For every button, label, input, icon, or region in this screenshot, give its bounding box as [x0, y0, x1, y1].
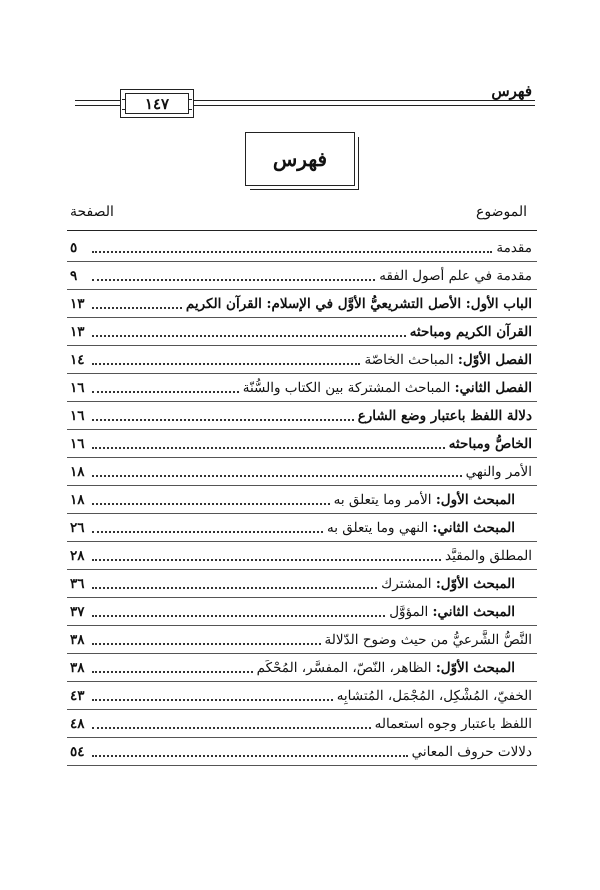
- dot-leader: [92, 391, 239, 393]
- table-of-contents: [67, 234, 537, 766]
- dot-leader: [92, 447, 445, 449]
- dot-leader: [92, 279, 375, 281]
- dot-leader: [92, 755, 408, 757]
- page-number-frame: [120, 89, 194, 118]
- toc-entry: [67, 654, 537, 682]
- toc-entry-title: [243, 380, 532, 396]
- toc-entry-page: ٣٨: [70, 659, 85, 676]
- toc-entry-page: ٣٦: [70, 575, 85, 592]
- toc-entry-text: المباحث الخاصّة: [364, 351, 454, 368]
- toc-entry-title: [449, 436, 532, 452]
- toc-entry: [67, 626, 537, 654]
- toc-entry: [67, 710, 537, 738]
- frame-ornament: [189, 99, 192, 110]
- toc-entry-text: الخاصُّ ومباحثه: [448, 435, 532, 452]
- toc-entry-title: [496, 240, 532, 256]
- toc-entry-text: الظاهر، النّصّ، المفسَّر، المُحْكَم: [256, 659, 432, 676]
- dot-leader: [92, 531, 323, 533]
- toc-entry-text: النهي وما يتعلق به: [327, 519, 429, 536]
- toc-entry: [67, 682, 537, 710]
- column-header-topic: الموضوع: [476, 204, 527, 220]
- toc-entry-page: ١٦: [70, 435, 85, 452]
- toc-entry-text: النَّصُّ الشَّرعيُّ من حيث وضوح الدّلالة: [324, 631, 532, 648]
- index-title-box: [245, 132, 355, 186]
- toc-entry-title: [337, 688, 532, 704]
- toc-entry-page: ١٨: [70, 491, 85, 508]
- dot-leader: [92, 671, 253, 673]
- toc-entry-title: [410, 324, 532, 340]
- toc-entry: [67, 402, 537, 430]
- toc-entry-title: [327, 520, 515, 536]
- toc-entry-text: الأمر والنهي: [465, 463, 532, 480]
- toc-entry: [67, 738, 537, 766]
- toc-entry: [67, 458, 537, 486]
- toc-entry: [67, 234, 537, 262]
- toc-entry-page: ١٣: [70, 323, 85, 340]
- page-number: ١٤٧: [125, 93, 189, 114]
- toc-entry-page: ١٤: [70, 351, 85, 368]
- dot-leader: [92, 475, 462, 477]
- toc-entry-page: ٥: [70, 239, 78, 256]
- toc-entry-title: [364, 352, 532, 368]
- dot-leader: [92, 699, 333, 701]
- toc-entry-title: [257, 660, 515, 676]
- toc-entry-page: ٢٦: [70, 519, 85, 536]
- toc-entry-text: المشترك: [381, 575, 432, 592]
- dot-leader: [92, 559, 441, 561]
- frame-ornament: [122, 99, 125, 110]
- toc-entry-title: [381, 576, 515, 592]
- running-title: فهرس: [491, 82, 532, 100]
- toc-entry-text: المباحث المشتركة بين الكتاب والسُّنّة: [242, 379, 451, 396]
- toc-entry-title: [358, 408, 532, 424]
- toc-entry-page: ٣٨: [70, 631, 85, 648]
- toc-entry-page: ٢٨: [70, 547, 85, 564]
- toc-entry: [67, 542, 537, 570]
- toc-entry-label: المبحث الثاني:: [432, 519, 515, 536]
- toc-entry-text: القرآن الكريم ومباحثه: [409, 323, 532, 340]
- toc-entry-text: مقدمة في علم أصول الفقه: [379, 267, 532, 284]
- toc-entry: [67, 262, 537, 290]
- toc-entry-page: ٤٨: [70, 715, 85, 732]
- toc-entry: [67, 290, 537, 318]
- toc-entry-label: الفصل الثاني:: [454, 379, 532, 396]
- toc-entry: [67, 486, 537, 514]
- toc-entry-text: الباب الأول: الأصل التشريعيُّ الأوَّل في الإسلام: القرآن الكريم: [185, 295, 532, 312]
- toc-entry-page: ١٦: [70, 407, 85, 424]
- toc-entry-label: المبحث الأوّل:: [435, 575, 515, 592]
- toc-entry-text: الأمر وما يتعلق به: [333, 491, 432, 508]
- toc-entry-text: الخفيّ، المُشْكِل، المُجْمَل، المُتشابِه: [336, 687, 532, 704]
- toc-entry: [67, 318, 537, 346]
- toc-entry-page: ١٦: [70, 379, 85, 396]
- toc-entry-page: ٣٧: [70, 603, 85, 620]
- toc-entry-title: [466, 464, 532, 480]
- toc-entry: [67, 514, 537, 542]
- title-box-shadow: [250, 137, 359, 190]
- toc-entry: [67, 430, 537, 458]
- dot-leader: [92, 307, 182, 309]
- dot-leader: [92, 587, 377, 589]
- dot-leader: [92, 727, 371, 729]
- toc-entry: [67, 346, 537, 374]
- toc-entry-page: ٤٣: [70, 687, 85, 704]
- dot-leader: [92, 251, 492, 253]
- toc-entry-title: [325, 632, 532, 648]
- dot-leader: [92, 615, 385, 617]
- toc-entry-label: المبحث الثاني:: [432, 603, 515, 620]
- toc-entry-text: دلالة اللفظ باعتبار وضع الشارع: [357, 407, 532, 424]
- toc-entry-title: [375, 716, 532, 732]
- toc-entry: [67, 570, 537, 598]
- toc-entry-title: [445, 548, 532, 564]
- dot-leader: [92, 363, 360, 365]
- column-header-page: الصفحة: [70, 204, 114, 220]
- toc-entry-text: مقدمة: [496, 239, 532, 256]
- toc-entry-text: دلالات حروف المعاني: [411, 743, 532, 760]
- index-title: فهرس: [272, 147, 328, 171]
- toc-entry-title: [186, 296, 532, 312]
- dot-leader: [92, 643, 321, 645]
- toc-entry-text: المؤوَّل: [389, 603, 429, 620]
- toc-entry-title: [379, 268, 532, 284]
- toc-entry: [67, 374, 537, 402]
- toc-entry-label: الفصل الأوّل:: [457, 351, 532, 368]
- toc-entry-page: ٥٤: [70, 743, 85, 760]
- toc-entry-page: ١٨: [70, 463, 85, 480]
- toc-entry-text: اللفظ باعتبار وجوه استعماله: [374, 715, 532, 732]
- toc-entry-text: المطلق والمقيَّد: [445, 547, 532, 564]
- toc-entry-label: المبحث الأول:: [435, 491, 515, 508]
- toc-entry-label: المبحث الأوّل:: [435, 659, 515, 676]
- dot-leader: [92, 335, 406, 337]
- toc-entry-title: [412, 744, 532, 760]
- toc-entry: [67, 598, 537, 626]
- toc-entry-title: [334, 492, 515, 508]
- toc-entry-page: ١٣: [70, 295, 85, 312]
- dot-leader: [92, 503, 330, 505]
- column-header-rule: [67, 230, 537, 231]
- dot-leader: [92, 419, 354, 421]
- toc-entry-title: [389, 604, 515, 620]
- toc-entry-page: ٩: [70, 267, 78, 284]
